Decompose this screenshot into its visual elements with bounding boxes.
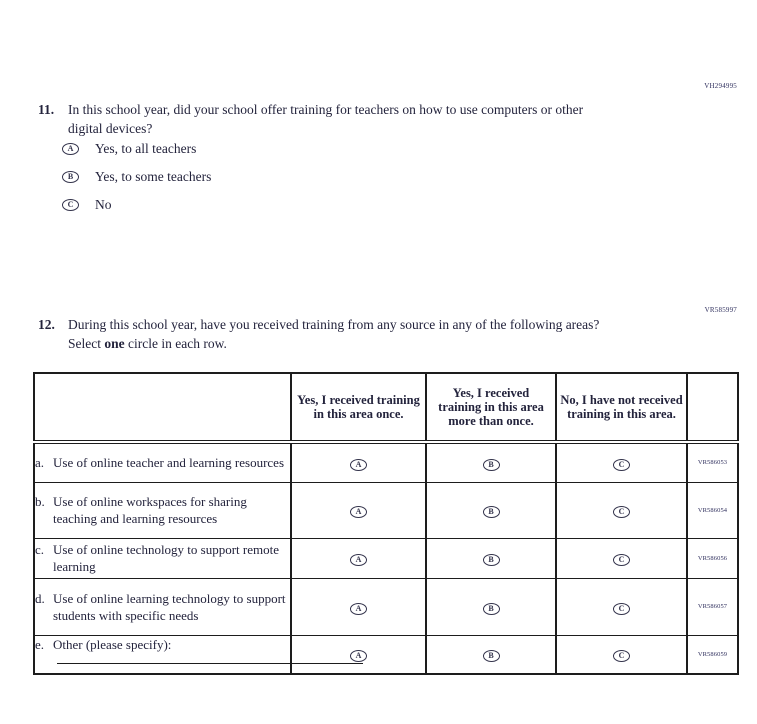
row-c-label: Use of online technology to support remote learning [53,542,280,574]
radio-circle-b-icon[interactable]: B [483,554,500,566]
row-a-code: VR586053 [687,442,738,482]
radio-circle-a-icon[interactable]: A [350,650,367,662]
table-row-b [34,482,738,538]
row-a-label-cell: a. Use of online teacher and learning resources [34,442,291,482]
row-d-answer-once [291,578,426,635]
row-c-answer-no [556,538,687,578]
row-e-label-cell: e. Other (please specify): [34,635,291,674]
row-c-code: VR586056 [687,538,738,578]
row-e-answer-once [291,635,426,674]
q11-option-b[interactable] [62,170,211,184]
row-d-answer-no [556,578,687,635]
radio-circle-c-icon[interactable]: C [62,199,79,211]
row-b-answer-no [556,482,687,538]
radio-circle-b-icon[interactable]: B [483,603,500,615]
table-row-d [34,578,738,635]
header-no-training: No, I have not received training in this area. [556,373,687,442]
row-b-code: VR586054 [687,482,738,538]
table-row-e [34,635,738,674]
row-c-label-cell: c. Use of online technology to support remote learning [34,538,291,578]
question-11-code: VH294995 [704,82,737,90]
radio-circle-a-icon[interactable]: A [350,603,367,615]
header-more-than-once: Yes, I received training in this area more than once. [426,373,556,442]
radio-circle-a-icon[interactable]: A [350,459,367,471]
row-e-answer-more [426,635,556,674]
header-stub-cell [34,373,291,442]
row-d-code: VR586057 [687,578,738,635]
row-b-answer-once [291,482,426,538]
write-in-line[interactable] [57,663,363,664]
question-12-number: 12. [38,317,55,332]
radio-circle-c-icon[interactable]: C [613,554,630,566]
radio-circle-b-icon[interactable]: B [483,506,500,518]
header-code-cell [687,373,738,442]
row-d-answer-more [426,578,556,635]
question-12-text: During this school year, have you received training from any source in any of the following areas? Select one circle in each row. [68,317,600,351]
table-row-c [34,538,738,578]
row-a-answer-no [556,442,687,482]
row-b-answer-more [426,482,556,538]
q11-option-a[interactable] [62,142,211,156]
q12-response-table [33,372,739,675]
row-a-answer-once [291,442,426,482]
question-11-text: In this school year, did your school offer training for teachers on how to use computers or other digital devices? [68,102,584,136]
row-e-code: VR586059 [687,635,738,674]
row-c-answer-once [291,538,426,578]
q11-option-c-label: No [95,197,112,212]
row-a-label: Use of online teacher and learning resources [53,455,285,471]
radio-circle-a-icon[interactable]: A [62,143,79,155]
row-d-label-cell: d. Use of online learning technology to support students with specific needs [34,578,291,635]
radio-circle-a-icon[interactable]: A [350,554,367,566]
row-e-label: Other (please specify): [53,636,172,652]
q11-option-b-label: Yes, to some teachers [95,169,212,184]
radio-circle-b-icon[interactable]: B [62,171,79,183]
radio-circle-b-icon[interactable]: B [483,650,500,662]
radio-circle-a-icon[interactable]: A [350,506,367,518]
question-11-options [62,142,211,226]
q11-option-c[interactable] [62,198,211,212]
row-d-label: Use of online learning technology to support students with specific needs [53,590,286,623]
row-a-answer-more [426,442,556,482]
table-row-a [34,442,738,482]
radio-circle-b-icon[interactable]: B [483,459,500,471]
question-12 [38,315,620,353]
question-11 [38,100,590,138]
row-c-answer-more [426,538,556,578]
radio-circle-c-icon[interactable]: C [613,603,630,615]
q11-option-a-label: Yes, to all teachers [95,141,197,156]
radio-circle-c-icon[interactable]: C [613,506,630,518]
row-e-answer-no [556,635,687,674]
radio-circle-c-icon[interactable]: C [613,459,630,471]
radio-circle-c-icon[interactable]: C [613,650,630,662]
table-header-row [34,373,738,442]
row-b-label: Use of online workspaces for sharing teaching and learning resources [53,494,247,526]
question-11-number: 11. [38,102,55,117]
question-12-code: VR585997 [704,306,737,314]
header-once: Yes, I received training in this area once. [291,373,426,442]
row-b-label-cell: b. Use of online workspaces for sharing teaching and learning resources [34,482,291,538]
